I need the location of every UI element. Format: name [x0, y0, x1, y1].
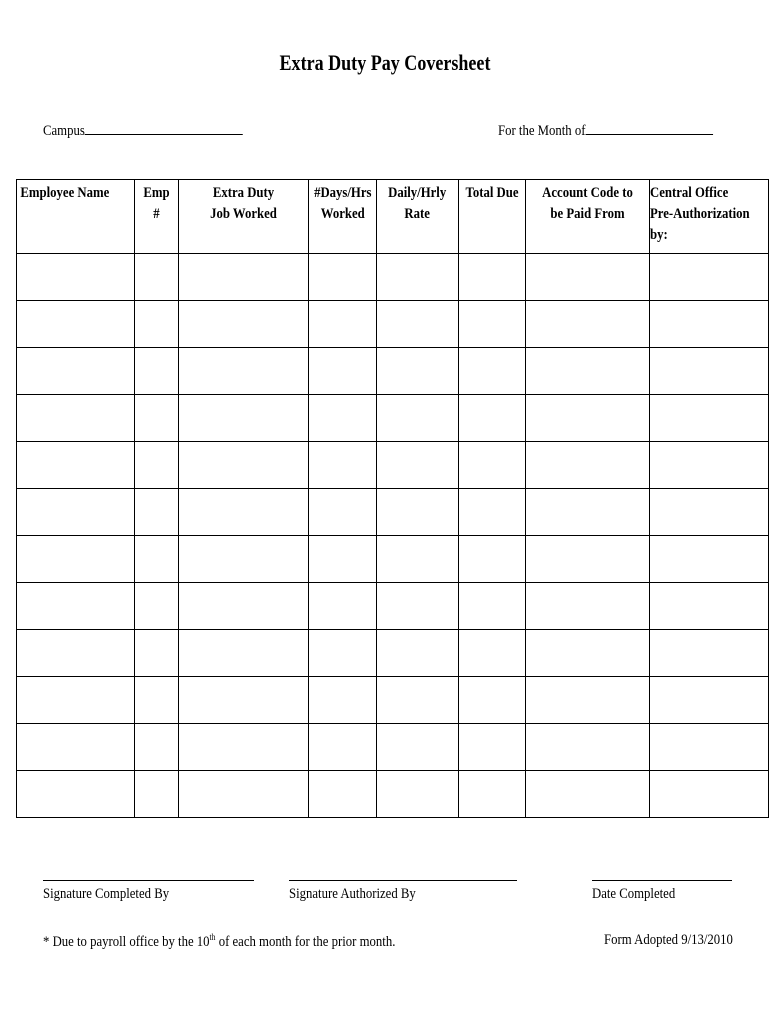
table-cell[interactable]: [377, 301, 458, 348]
table-header-row: [17, 180, 769, 254]
table-cell[interactable]: [649, 677, 768, 724]
table-cell[interactable]: [525, 254, 649, 301]
table-cell[interactable]: [178, 630, 308, 677]
table-row: [17, 724, 769, 771]
table-cell[interactable]: [649, 536, 768, 583]
table-cell[interactable]: [308, 630, 377, 677]
table-cell[interactable]: [178, 442, 308, 489]
campus-label: Campus: [43, 123, 85, 139]
table-cell[interactable]: [17, 395, 135, 442]
table-cell[interactable]: [308, 395, 377, 442]
table-cell[interactable]: [377, 724, 458, 771]
header-total-due: Total Due: [458, 180, 525, 254]
table-cell[interactable]: [525, 348, 649, 395]
payroll-note-prefix: * Due to payroll office by the 10: [43, 934, 210, 950]
table-cell[interactable]: [178, 254, 308, 301]
table-cell[interactable]: [17, 536, 135, 583]
table-cell[interactable]: [525, 630, 649, 677]
table-cell[interactable]: [308, 442, 377, 489]
table-cell[interactable]: [649, 348, 768, 395]
table-body: [17, 254, 769, 818]
date-completed-line[interactable]: [592, 880, 732, 881]
payroll-note-superscript: th: [209, 932, 216, 942]
table-cell[interactable]: [649, 395, 768, 442]
table-cell[interactable]: [308, 301, 377, 348]
table-cell[interactable]: [458, 771, 525, 818]
table-cell[interactable]: [649, 489, 768, 536]
table-cell[interactable]: [178, 395, 308, 442]
header-employee-name: Employee Name: [17, 180, 135, 254]
table-cell[interactable]: [308, 677, 377, 724]
table-cell[interactable]: [649, 254, 768, 301]
table-cell[interactable]: [17, 442, 135, 489]
table-row: [17, 677, 769, 724]
table-cell[interactable]: [458, 254, 525, 301]
table-cell[interactable]: [649, 630, 768, 677]
table-cell[interactable]: [458, 536, 525, 583]
table-cell[interactable]: [377, 630, 458, 677]
table-cell[interactable]: [458, 395, 525, 442]
table-cell[interactable]: [308, 583, 377, 630]
table-cell[interactable]: [135, 536, 179, 583]
table-cell[interactable]: [135, 583, 179, 630]
table-cell[interactable]: [178, 536, 308, 583]
table-cell[interactable]: [377, 395, 458, 442]
table-cell[interactable]: [178, 771, 308, 818]
table-cell[interactable]: [17, 489, 135, 536]
campus-field: [43, 120, 243, 140]
table-cell[interactable]: [135, 395, 179, 442]
table-cell[interactable]: [135, 489, 179, 536]
table-cell[interactable]: [178, 348, 308, 395]
table-cell[interactable]: [377, 677, 458, 724]
table-cell[interactable]: [377, 442, 458, 489]
table-row: [17, 442, 769, 489]
date-completed-label: Date Completed: [592, 886, 676, 902]
table-row: [17, 583, 769, 630]
form-adopted-date: Form Adopted 9/13/2010: [604, 932, 733, 948]
signature-authorized-label: Signature Authorized By: [289, 886, 416, 902]
table-cell[interactable]: [458, 348, 525, 395]
table-cell[interactable]: [649, 442, 768, 489]
table-cell[interactable]: [135, 348, 179, 395]
table-cell[interactable]: [458, 301, 525, 348]
table-cell[interactable]: [377, 489, 458, 536]
table-cell[interactable]: [17, 771, 135, 818]
header-account-code: Account Code to be Paid From: [525, 180, 649, 254]
table-cell[interactable]: [525, 442, 649, 489]
header-rate: Daily/Hrly Rate: [377, 180, 458, 254]
table-cell[interactable]: [458, 630, 525, 677]
table-cell[interactable]: [458, 442, 525, 489]
table-cell[interactable]: [308, 348, 377, 395]
table-cell[interactable]: [308, 489, 377, 536]
header-emp-number: Emp #: [135, 180, 179, 254]
table-cell[interactable]: [525, 536, 649, 583]
header-central-office: Central Office Pre-Authorization by:: [649, 180, 768, 254]
table-cell[interactable]: [135, 677, 179, 724]
table-cell[interactable]: [17, 724, 135, 771]
table-cell[interactable]: [525, 583, 649, 630]
signature-completed-label: Signature Completed By: [43, 886, 170, 902]
table-cell[interactable]: [649, 724, 768, 771]
table-cell[interactable]: [178, 489, 308, 536]
table-cell[interactable]: [649, 583, 768, 630]
table-cell[interactable]: [308, 724, 377, 771]
signature-authorized-line[interactable]: [289, 880, 517, 881]
table-cell[interactable]: [178, 677, 308, 724]
table-row: [17, 630, 769, 677]
table-cell[interactable]: [17, 348, 135, 395]
month-field: [498, 120, 713, 140]
table-cell[interactable]: [308, 771, 377, 818]
table-cell[interactable]: [308, 536, 377, 583]
table-cell[interactable]: [525, 395, 649, 442]
campus-input-line[interactable]: [85, 120, 243, 135]
table-cell[interactable]: [17, 583, 135, 630]
table-cell[interactable]: [525, 301, 649, 348]
month-input-line[interactable]: [585, 120, 713, 135]
employee-table: [16, 179, 769, 818]
table-cell[interactable]: [458, 677, 525, 724]
table-cell[interactable]: [135, 301, 179, 348]
table-cell[interactable]: [377, 583, 458, 630]
table-cell[interactable]: [135, 630, 179, 677]
signature-completed-line[interactable]: [43, 880, 254, 881]
table-row: [17, 536, 769, 583]
table-row: [17, 771, 769, 818]
header-extra-duty-job: Extra Duty Job Worked: [178, 180, 308, 254]
table-cell[interactable]: [178, 583, 308, 630]
table-cell[interactable]: [377, 771, 458, 818]
table-cell[interactable]: [377, 254, 458, 301]
table-cell[interactable]: [525, 677, 649, 724]
payroll-note: [43, 932, 395, 951]
payroll-note-suffix: of each month for the prior month.: [215, 934, 396, 950]
table-cell[interactable]: [17, 301, 135, 348]
table-cell[interactable]: [17, 677, 135, 724]
table-cell[interactable]: [308, 254, 377, 301]
table-row: [17, 348, 769, 395]
table-cell[interactable]: [135, 254, 179, 301]
table-cell[interactable]: [458, 489, 525, 536]
table-cell[interactable]: [17, 254, 135, 301]
table-row: [17, 301, 769, 348]
table-cell[interactable]: [178, 301, 308, 348]
table-cell[interactable]: [649, 301, 768, 348]
table-cell[interactable]: [525, 724, 649, 771]
table-cell[interactable]: [135, 442, 179, 489]
table-row: [17, 489, 769, 536]
table-cell[interactable]: [649, 771, 768, 818]
table-cell[interactable]: [135, 724, 179, 771]
table-cell[interactable]: [525, 489, 649, 536]
table-cell[interactable]: [458, 583, 525, 630]
table-cell[interactable]: [377, 536, 458, 583]
table-cell[interactable]: [377, 348, 458, 395]
form-title: Extra Duty Pay Coversheet: [279, 50, 491, 75]
table-cell[interactable]: [525, 771, 649, 818]
table-cell[interactable]: [135, 771, 179, 818]
table-row: [17, 395, 769, 442]
header-days-hrs: #Days/Hrs Worked: [308, 180, 377, 254]
table-row: [17, 254, 769, 301]
table-cell[interactable]: [458, 724, 525, 771]
table-cell[interactable]: [17, 630, 135, 677]
table-cell[interactable]: [178, 724, 308, 771]
month-label: For the Month of: [498, 123, 586, 139]
